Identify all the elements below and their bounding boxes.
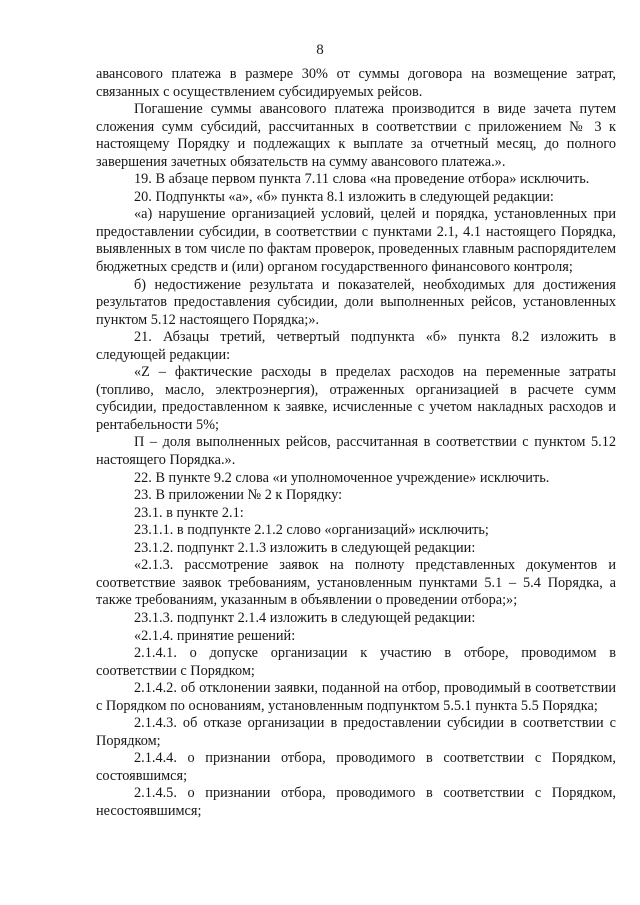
paragraph: 21. Абзацы третий, четвертый подпункта «б» пункта 8.2 изложить в следующей редакции: <box>96 329 616 363</box>
paragraph: 20. Подпункты «а», «б» пункта 8.1 изложить в следующей редакции: <box>134 188 554 205</box>
paragraph: 23.1.2. подпункт 2.1.3 изложить в следующей редакции: <box>134 539 476 556</box>
paragraph: «Z – фактические расходы в пределах расходов на переменные затраты (топливо, масло, электроэнергия), отраженных организацией в расчете сумм субсидии, предоставленном к заявке, исчисленные с учетом накладных расходов и рентабельности 5%; <box>96 364 616 433</box>
paragraph: 2.1.4.2. об отклонении заявки, поданной на отбор, проводимый в соответствии с Порядком по основаниям, установленным подпунктом 5.5.1 пункта 5.5 Порядка; <box>96 680 616 714</box>
paragraph: Погашение суммы авансового платежа производится в виде зачета путем сложения сумм субсидий, рассчитанных в соответствии с приложением № 3 к настоящему Порядку и подлежащих к выплате за отчетный месяц, до полного завершения зачетных обязательств на сумму авансового платежа.». <box>96 101 616 170</box>
paragraph: 22. В пункте 9.2 слова «и уполномоченное учреждение» исключить. <box>134 469 550 486</box>
document-body <box>96 66 616 821</box>
paragraph: 2.1.4.4. о признании отбора, проводимого в соответствии с Порядком, состоявшимся; <box>96 750 616 784</box>
paragraph: авансового платежа в размере 30% от суммы договора на возмещение затрат, связанных с осуществлением субсидируемых рейсов. <box>96 66 616 100</box>
paragraph: П – доля выполненных рейсов, рассчитанная в соответствии с пунктом 5.12 настоящего Порядка.». <box>96 434 616 469</box>
paragraph: 23. В приложении № 2 к Порядку: <box>134 487 343 504</box>
paragraph: 19. В абзаце первом пункта 7.11 слова «на проведение отбора» исключить. <box>134 171 590 188</box>
paragraph: 23.1.3. подпункт 2.1.4 изложить в следующей редакции: <box>134 609 476 626</box>
paragraph: 2.1.4.3. об отказе организации в предоставлении субсидии в соответствии с Порядком; <box>96 715 616 749</box>
paragraph: 23.1.1. в подпункте 2.1.2 слово «организаций» исключить; <box>134 522 489 539</box>
paragraph: 2.1.4.5. о признании отбора, проводимого в соответствии с Порядком, несостоявшимся; <box>96 785 616 819</box>
paragraph: 2.1.4.1. о допуске организации к участию в отборе, проводимом в соответствии с Порядком; <box>96 645 616 679</box>
paragraph: «2.1.4. принятие решений: <box>134 627 296 644</box>
paragraph: 23.1. в пункте 2.1: <box>134 504 244 521</box>
paragraph: б) недостижение результата и показателей, необходимых для достижения результатов предоставления субсидии, доли выполненных рейсов, установленных пунктом 5.12 настоящего Порядка;». <box>96 276 616 328</box>
page-number: 8 <box>316 42 324 58</box>
paragraph: «а) нарушение организацией условий, целей и порядка, установленных при предоставлении субсидии, в соответствии с пунктами 2.1, 4.1 настоящего Порядка, выявленных в том числе по фактам проверок, проведенных главным распорядителем бюджетных средств и (или) органом государственного финансового контроля; <box>96 206 616 276</box>
paragraph: «2.1.3. рассмотрение заявок на полноту представленных документов и соответствие заявок требованиям, установленным пунктами 5.1 – 5.4 Порядка, а также требованиям, указанным в объявлении о проведении отбора;»; <box>96 557 616 609</box>
